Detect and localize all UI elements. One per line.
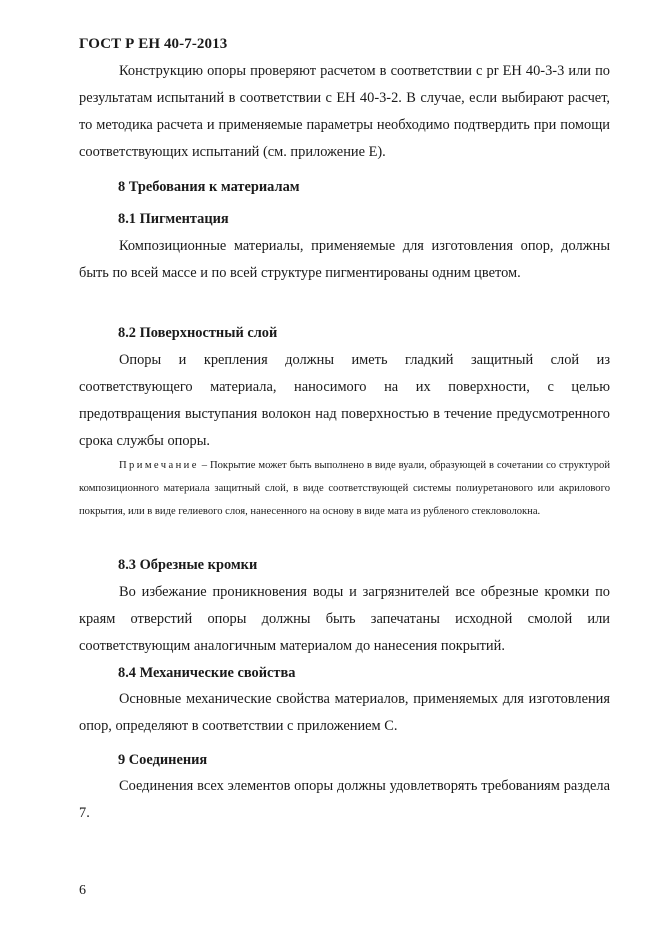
- section-8-heading: 8 Требования к материалам: [118, 179, 300, 195]
- section-8-2-note: [79, 454, 610, 523]
- section-8-1-heading: 8.1 Пигментация: [118, 211, 229, 227]
- note-text: – Покрытие может быть выполнено в виде вуали, образующей в сочетании со структурой композиционного материала защитный слой, в виде соответствующей системы полиуретанового или акрилового покрытия, или в виде гелиевого слоя, нанесенного на основу в виде мата из рубленого стекловолокна.: [79, 460, 610, 517]
- section-9-paragraph: Соединения всех элементов опоры должны удовлетворять требованиям раздела 7.: [79, 778, 610, 821]
- section-8-4-paragraph: Основные механические свойства материалов, применяемых для изготовления опор, определяют в соответствии с приложением С.: [79, 691, 610, 734]
- document-header-title: ГОСТ Р ЕН 40-7-2013: [79, 36, 228, 52]
- section-8-2-heading: 8.2 Поверхностный слой: [118, 325, 278, 341]
- section-8-2-paragraph: Опоры и крепления должны иметь гладкий защитный слой из соответствующего материала, наносимого на их поверхности, с целью предотвращения выступания волокон над поверхностью в течение предусмотренного срока службы опоры.: [79, 352, 610, 449]
- section-8-1-paragraph: Композиционные материалы, применяемые для изготовления опор, должны быть по всей массе и по всей структуре пигментированы одним цветом.: [79, 238, 610, 281]
- page-number: 6: [79, 883, 86, 898]
- section-9-heading: 9 Соединения: [118, 752, 208, 768]
- intro-paragraph: Конструкцию опоры проверяют расчетом в соответствии с pr ЕН 40-3-3 или по результатам испытаний в соответствии с ЕН 40-3-2. В случае, если выбирают расчет, то методика расчета и применяемые параметры необходимо подтвердить при помощи соответствующих испытаний (см. приложение Е).: [79, 63, 610, 160]
- note-label: Примечание: [119, 460, 199, 471]
- section-8-3-paragraph: Во избежание проникновения воды и загрязнителей все обрезные кромки по краям отверстий опоры должны быть запечатаны исходной смолой или соответствующим аналогичным материалом до нанесения покрытий.: [79, 584, 610, 654]
- section-8-4-heading: 8.4 Механические свойства: [118, 665, 296, 681]
- section-8-3-heading: 8.3 Обрезные кромки: [118, 557, 258, 573]
